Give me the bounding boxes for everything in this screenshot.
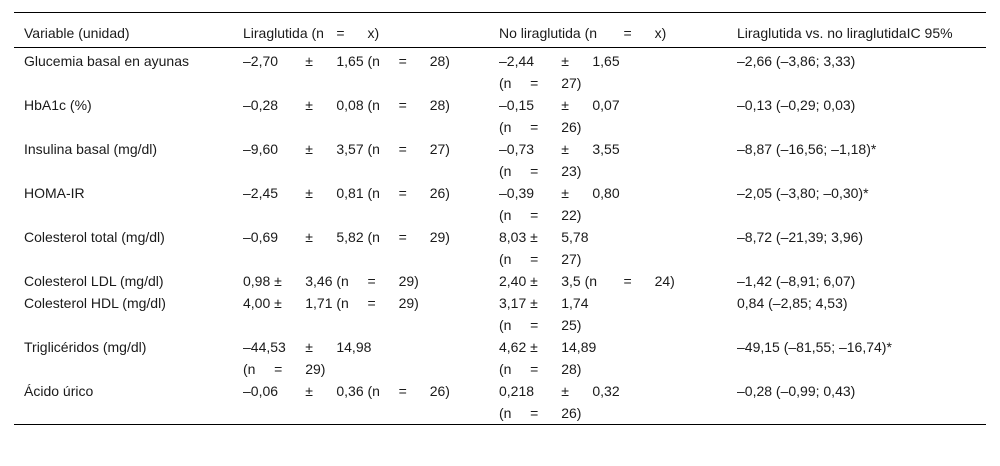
cell-no-liraglutida: 8,03 ± 5,78 (n = 27)	[499, 229, 589, 267]
table-row	[14, 226, 986, 270]
cell-no-liraglutida: 4,62 ± 14,89 (n = 28)	[499, 339, 597, 377]
header-row	[14, 13, 986, 48]
cell-liraglutida: –2,45 ± 0,81 (n = 26)	[243, 185, 450, 201]
table-row	[14, 138, 986, 182]
cell-variable: HOMA-IR	[24, 185, 85, 201]
cell-difference-ic95: –49,15 (–81,55; –16,74)*	[737, 339, 892, 355]
table-body	[14, 48, 986, 425]
table-row	[14, 292, 986, 336]
cell-difference-ic95: –8,72 (–21,39; 3,96)	[737, 229, 864, 245]
table-row	[14, 48, 986, 95]
cell-liraglutida: 4,00 ± 1,71 (n = 29)	[243, 295, 419, 311]
cell-no-liraglutida: 3,17 ± 1,74 (n = 25)	[499, 295, 589, 333]
header-difference-ic95: Liraglutida vs. no liraglutidaIC 95%	[737, 25, 953, 41]
cell-difference-ic95: –2,05 (–3,80; –0,30)*	[737, 185, 869, 201]
cell-difference-ic95: 0,84 (–2,85; 4,53)	[737, 295, 848, 311]
cell-liraglutida: –9,60 ± 3,57 (n = 27)	[243, 141, 450, 157]
header-liraglutida: Liraglutida (n = x)	[243, 25, 380, 41]
cell-difference-ic95: –8,87 (–16,56; –1,18)*	[737, 141, 877, 157]
cell-no-liraglutida: –2,44 ± 1,65 (n = 27)	[499, 53, 620, 91]
cell-variable: Triglicéridos (mg/dl)	[24, 339, 147, 355]
cell-variable: Insulina basal (mg/dl)	[24, 141, 158, 157]
cell-difference-ic95: –1,42 (–8,91; 6,07)	[737, 273, 856, 289]
results-table	[14, 12, 986, 425]
cell-variable: Colesterol HDL (mg/dl)	[24, 295, 166, 311]
cell-variable: Glucemia basal en ayunas	[24, 53, 189, 69]
cell-no-liraglutida: –0,39 ± 0,80 (n = 22)	[499, 185, 620, 223]
table-row	[14, 270, 986, 292]
cell-no-liraglutida: 0,218 ± 0,32 (n = 26)	[499, 383, 620, 421]
cell-liraglutida: –0,06 ± 0,36 (n = 26)	[243, 383, 450, 399]
cell-difference-ic95: –0,28 (–0,99; 0,43)	[737, 383, 856, 399]
cell-difference-ic95: –0,13 (–0,29; 0,03)	[737, 97, 856, 113]
header-variable: Variable (unidad)	[24, 25, 130, 41]
cell-variable: Colesterol total (mg/dl)	[24, 229, 165, 245]
header-no-liraglutida: No liraglutida (n = x)	[499, 25, 667, 41]
cell-no-liraglutida: –0,73 ± 3,55 (n = 23)	[499, 141, 620, 179]
cell-liraglutida: –2,70 ± 1,65 (n = 28)	[243, 53, 450, 69]
table-row	[14, 94, 986, 138]
cell-variable: HbA1c (%)	[24, 97, 92, 113]
cell-liraglutida: –0,28 ± 0,08 (n = 28)	[243, 97, 450, 113]
table-row	[14, 182, 986, 226]
cell-difference-ic95: –2,66 (–3,86; 3,33)	[737, 53, 856, 69]
table-header	[14, 13, 986, 48]
cell-liraglutida: –0,69 ± 5,82 (n = 29)	[243, 229, 450, 245]
cell-no-liraglutida: 2,40 ± 3,5 (n = 24)	[499, 273, 675, 289]
cell-liraglutida: 0,98 ± 3,46 (n = 29)	[243, 273, 419, 289]
table-row	[14, 336, 986, 380]
cell-variable: Colesterol LDL (mg/dl)	[24, 273, 164, 289]
results-table-container	[14, 12, 986, 425]
cell-liraglutida: –44,53 ± 14,98 (n = 29)	[243, 339, 372, 377]
cell-variable: Ácido úrico	[24, 383, 94, 399]
cell-no-liraglutida: –0,15 ± 0,07 (n = 26)	[499, 97, 620, 135]
table-row	[14, 380, 986, 425]
